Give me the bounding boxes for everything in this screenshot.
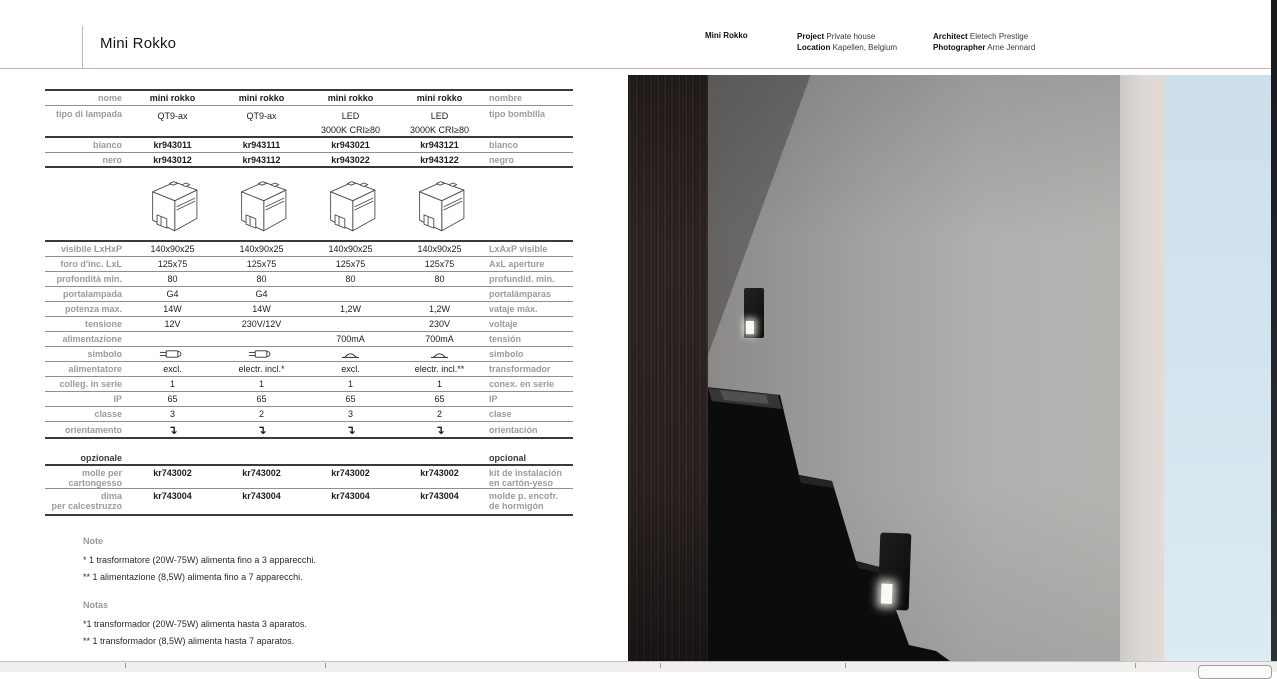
label-it: colleg. in serie	[59, 379, 122, 389]
product-code: kr943122	[420, 154, 459, 165]
spec-row-ip	[45, 392, 573, 407]
product-code: kr743004	[242, 491, 281, 501]
project-photo	[628, 75, 1271, 661]
label-es: negro	[489, 154, 515, 165]
cell: G4	[255, 289, 268, 299]
orientation-arrow-icon: ↴	[434, 422, 445, 437]
cell	[128, 170, 217, 238]
cell: excl.	[341, 364, 360, 374]
label-it: classe	[94, 409, 122, 419]
note-line: ** 1 alimentazione (8,5W) alimenta fino a 7 apparecchi.	[83, 572, 303, 582]
spec-row-nero	[45, 153, 573, 168]
label-line: per calcestruzzo	[51, 501, 122, 511]
product-code: kr943112	[242, 154, 281, 165]
notes-title: Note	[83, 536, 103, 546]
optional-table	[45, 451, 573, 516]
cell: excl.	[163, 364, 182, 374]
product-code: kr743002	[153, 468, 192, 478]
header-rule	[0, 68, 1277, 69]
lamp-spec: 3000K CRI≥80	[410, 125, 469, 135]
cell	[395, 170, 484, 238]
label-line: dima	[100, 491, 122, 501]
spec-row-alimentatore	[45, 362, 573, 377]
cell: mini rokko	[416, 93, 463, 103]
viewer-bottom-strip	[0, 661, 1277, 672]
ruler-tick	[325, 663, 326, 668]
ruler-tick	[1135, 663, 1136, 668]
project-value: Private house	[826, 32, 876, 41]
photographer-label: Photographer	[933, 43, 986, 52]
cell: mini rokko	[149, 93, 196, 103]
label-line: kit de instalación	[489, 468, 563, 478]
spec-row-potenza	[45, 302, 573, 317]
product-code: kr743004	[153, 491, 192, 501]
label-es: IP	[489, 394, 498, 404]
ruler-tick	[660, 663, 661, 668]
product-code: kr943111	[242, 140, 281, 150]
cell: 230V/12V	[241, 319, 282, 329]
cell	[128, 106, 217, 137]
product-code: kr943012	[153, 154, 192, 165]
led-lamp-icon	[430, 350, 449, 359]
label-line: molde p. encofr.	[489, 491, 559, 501]
cell: 125x75	[424, 259, 455, 269]
orientation-arrow-icon: ↴	[167, 422, 178, 437]
cell: electr. incl.**	[414, 364, 465, 374]
product-code: kr743002	[331, 468, 370, 478]
cell: 140x90x25	[328, 244, 373, 254]
label-es: vataje máx.	[489, 304, 538, 314]
cell: 14W	[252, 304, 271, 314]
cell: 1	[169, 379, 175, 389]
label-it: portalampada	[62, 289, 122, 299]
lamp-type: LED	[341, 111, 360, 121]
title-divider-line	[82, 26, 83, 69]
wall-light-fixture-lower	[878, 532, 912, 610]
label-it: nome	[97, 93, 122, 103]
product-code: kr943011	[153, 140, 192, 150]
product-isometric-drawing-icon	[320, 174, 382, 238]
cell	[217, 349, 306, 359]
ruler-tick	[125, 663, 126, 668]
label-it: alimentazione	[62, 334, 122, 344]
spec-row-simbolo	[45, 347, 573, 362]
photo-corner-strip	[1120, 75, 1164, 661]
label-it: tensione	[84, 319, 122, 329]
label-it: bianco	[92, 140, 122, 150]
architect-line	[933, 31, 1035, 42]
cell: 125x75	[246, 259, 277, 269]
optional-header-it: opzionale	[80, 452, 122, 463]
orientation-arrow-icon: ↴	[345, 422, 356, 437]
spec-row-alimentazione	[45, 332, 573, 347]
label-it: potenza max.	[64, 304, 122, 314]
location-label: Location	[797, 43, 831, 52]
photographer-line	[933, 42, 1035, 53]
led-lamp-icon	[341, 350, 360, 359]
cell: 230V	[428, 319, 451, 329]
label-it: profondità min.	[56, 274, 122, 284]
location-value: Kapellen, Belgium	[832, 43, 898, 52]
label-es: tipo bombilla	[489, 109, 545, 119]
lamp-type: QT9-ax	[246, 111, 277, 121]
cell	[306, 106, 395, 137]
cell: 1,2W	[339, 304, 361, 314]
cell	[395, 106, 484, 137]
optional-header-row	[45, 451, 573, 466]
cell: 3	[347, 409, 353, 419]
product-isometric-drawing-icon	[231, 174, 293, 238]
cell: mini rokko	[327, 93, 374, 103]
lamp-type: LED	[430, 111, 449, 121]
architect-label: Architect	[933, 32, 968, 41]
wall-light-glow	[746, 321, 754, 334]
orientation-arrow-icon: ↴	[256, 422, 267, 437]
cell: 700mA	[425, 334, 454, 344]
header-project-block	[797, 31, 897, 53]
label-es: nombre	[489, 93, 523, 103]
halogen-lamp-icon	[159, 349, 186, 359]
product-code: kr743002	[420, 468, 459, 478]
spec-row-orientamento	[45, 422, 573, 439]
label-it	[45, 466, 128, 488]
ruler-tick	[845, 663, 846, 668]
label-line: en cartón-yeso	[489, 478, 554, 488]
label-es: transformador	[489, 364, 551, 374]
label-es: tensión	[489, 334, 522, 344]
cell: 80	[167, 274, 178, 284]
product-code: kr743004	[331, 491, 370, 501]
label-es	[484, 466, 573, 488]
label-it: IP	[113, 394, 122, 404]
note-line: *1 transformador (20W-75W) alimenta hasta 3 aparatos.	[83, 619, 307, 629]
product-code: kr943121	[420, 140, 459, 150]
label-line: molle per	[81, 468, 122, 478]
page-right-edge	[1271, 0, 1277, 661]
architect-value: Eletech Prestige	[969, 32, 1029, 41]
product-code: kr743002	[242, 468, 281, 478]
label-it: foro d'inc. LxL	[60, 259, 122, 269]
label-it: alimentatore	[68, 364, 122, 374]
cell: 700mA	[336, 334, 365, 344]
cell: 12V	[164, 319, 181, 329]
product-code: kr743004	[420, 491, 459, 501]
label-it: orientamento	[64, 424, 122, 435]
optional-header-es: opcional	[489, 452, 527, 463]
spec-row-tensione	[45, 317, 573, 332]
product-code: kr943022	[331, 154, 370, 165]
label-it	[45, 489, 128, 511]
cell: 65	[167, 394, 178, 404]
label-it: nero	[102, 154, 122, 165]
cell: 125x75	[335, 259, 366, 269]
label-it: simbolo	[87, 349, 122, 359]
spec-row-portalampada	[45, 287, 573, 302]
halogen-lamp-icon	[248, 349, 275, 359]
spec-row-drawings	[45, 168, 573, 242]
photo-blue-panel	[1164, 75, 1271, 661]
note-line: * 1 trasformatore (20W-75W) alimenta fino a 3 apparecchi.	[83, 555, 316, 565]
project-line	[797, 31, 897, 42]
spec-row-foro	[45, 257, 573, 272]
spec-row-profondita	[45, 272, 573, 287]
label-es: AxL aperture	[489, 259, 545, 269]
cell	[128, 349, 217, 359]
cell	[395, 350, 484, 359]
cell: 65	[434, 394, 445, 404]
spec-row-nome	[45, 91, 573, 106]
cell: 3	[169, 409, 175, 419]
notes-title: Notas	[83, 600, 109, 610]
location-line	[797, 42, 897, 53]
notes-spanish	[83, 600, 503, 653]
product-code: kr943021	[331, 140, 370, 150]
cell: 2	[258, 409, 264, 419]
cell: 1,2W	[428, 304, 450, 314]
cell: 14W	[163, 304, 182, 314]
page-title: Mini Rokko	[100, 35, 177, 52]
wall-light-glow	[881, 584, 893, 604]
label-line: cartongesso	[68, 478, 122, 488]
cell: 140x90x25	[150, 244, 195, 254]
label-es: clase	[489, 409, 512, 419]
viewer-button-partial[interactable]	[1198, 665, 1272, 679]
spec-row-tipo-di-lampada	[45, 106, 573, 138]
cell: 65	[256, 394, 267, 404]
cell: 125x75	[157, 259, 188, 269]
cell: 1	[347, 379, 353, 389]
cell: 65	[345, 394, 356, 404]
cell: 80	[256, 274, 267, 284]
label-es: orientación	[489, 424, 538, 435]
label-it: tipo di lampada	[55, 109, 122, 119]
project-label: Project	[797, 32, 825, 41]
spec-row-bianco	[45, 138, 573, 153]
product-isometric-drawing-icon	[142, 174, 204, 238]
cell: G4	[166, 289, 179, 299]
photographer-value: Arne Jennard	[987, 43, 1036, 52]
wall-light-fixture-upper	[744, 288, 764, 338]
label-es: blanco	[489, 140, 519, 150]
cell: 1	[436, 379, 442, 389]
cell	[217, 106, 306, 137]
spec-row-classe	[45, 407, 573, 422]
cell: mini rokko	[238, 93, 285, 103]
label-es: voltaje	[489, 319, 518, 329]
cell: 80	[345, 274, 356, 284]
label-es: profundid. min.	[489, 274, 555, 284]
notes-italian	[83, 536, 503, 589]
cell	[217, 170, 306, 238]
label-es: LxAxP visible	[489, 244, 548, 254]
header-product-name: Mini Rokko	[705, 31, 748, 40]
photo-wood-shade	[628, 75, 708, 661]
label-es: simbolo	[489, 349, 524, 359]
label-es	[484, 489, 573, 511]
spec-row-visibile	[45, 242, 573, 257]
cell	[306, 170, 395, 238]
product-isometric-drawing-icon	[409, 174, 471, 238]
label-it: visibile LxHxP	[60, 244, 122, 254]
optional-row-dima	[45, 489, 573, 516]
optional-row-molle	[45, 466, 573, 489]
spec-row-colleg	[45, 377, 573, 392]
header-credits-block	[933, 31, 1035, 53]
cell: 140x90x25	[417, 244, 462, 254]
lamp-spec: 3000K CRI≥80	[321, 125, 380, 135]
specification-table	[45, 89, 573, 439]
lamp-type: QT9-ax	[157, 111, 188, 121]
cell: 80	[434, 274, 445, 284]
label-es: portalámparas	[489, 289, 552, 299]
note-line: ** 1 transformador (8,5W) alimenta hasta 7 aparatos.	[83, 636, 295, 646]
label-line: de hormigón	[489, 501, 544, 511]
cell: electr. incl.*	[238, 364, 285, 374]
cell: 2	[436, 409, 442, 419]
cell	[306, 350, 395, 359]
cell: 1	[258, 379, 264, 389]
cell: 140x90x25	[239, 244, 284, 254]
label-es: conex. en serie	[489, 379, 555, 389]
